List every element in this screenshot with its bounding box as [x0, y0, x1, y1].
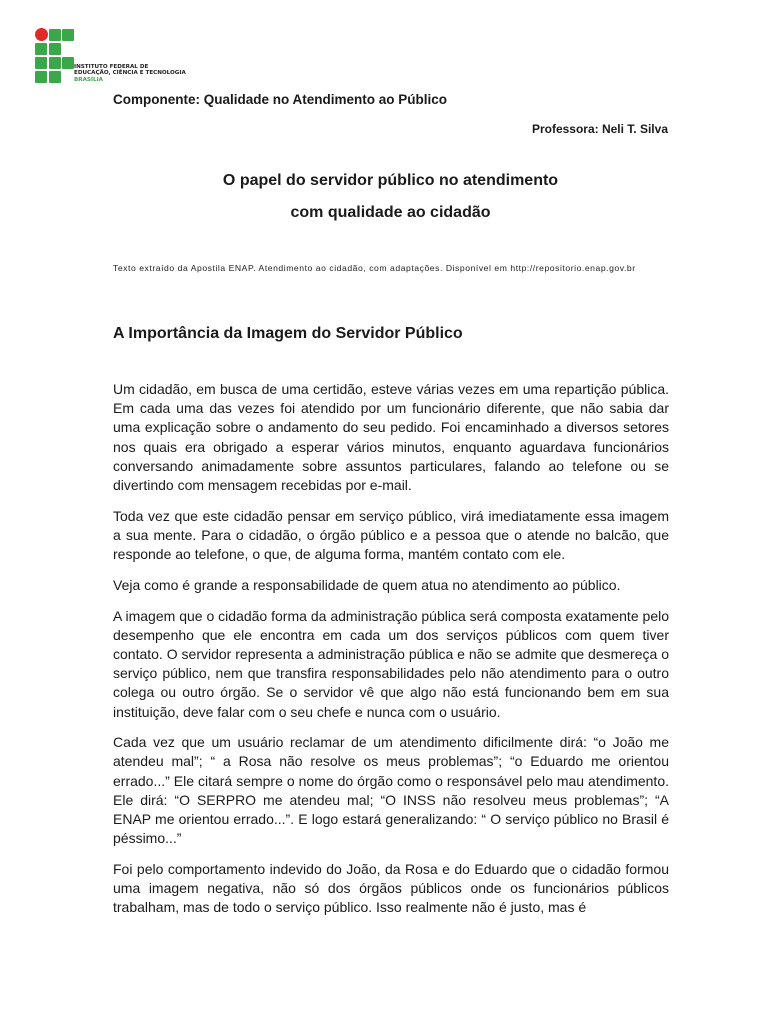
body-text [113, 380, 669, 929]
paragraph: Um cidadão, em busca de uma certidão, esteve várias vezes em uma repartição pública. Em cada uma das vezes foi atendido por um funcionário diferente, que não sabia dar uma explicação sobre o andamento do seu pedido. Foi encaminhado a diversos setores nos quais era obrigado a esperar vários minutos, enquanto aguardava funcionários conversando animadamente sobre assuntos particulares, falando ao telefone ou se divertindo com mensagem recebidas por e-mail. [113, 381, 669, 494]
document-title-line2: com qualidade ao cidadão [290, 204, 491, 221]
logo-campus: BRASÍLIA [74, 76, 103, 83]
paragraph: Cada vez que um usuário reclamar de um atendimento dificilmente dirá: “o João me atendeu mal”; “ a Rosa não resolve os meus problemas”; “o Eduardo me orientou errado...” Ele citará sempre o nome do órgão como o responsável pelo mau atendimento. Ele dirá: “O SERPRO me atendeu mal; “O INSS não resolveu meus problemas”; “A ENAP me orientou errado...”. E logo estará generalizando: “ O serviço público no Brasil é péssimo...” [113, 734, 669, 847]
document-title-line1: O papel do servidor público no atendimento [222, 172, 559, 189]
logo-mark-icon [34, 28, 76, 86]
paragraph: Toda vez que este cidadão pensar em serviço público, virá imediatamente essa imagem a sua mente. Para o cidadão, o órgão público e a pessoa que o atende no balcão, que responde ao telefone, o que, de alguma forma, mantém contato com ele. [113, 507, 669, 563]
teacher-name: Professora: Neli T. Silva [531, 122, 668, 136]
section-heading: A Importância da Imagem do Servidor Público [113, 325, 463, 342]
logo-text [74, 64, 186, 83]
source-citation: Texto extraído da Apostila ENAP. Atendimento ao cidadão, com adaptações. Disponível em http://repositorio.enap.gov.br [113, 263, 636, 273]
logo-institution-line2: EDUCAÇÃO, CIÊNCIA E TECNOLOGIA [74, 70, 186, 77]
paragraph: A imagem que o cidadão forma da administração pública será composta exatamente pelo desempenho que ele encontra em cada um dos serviços públicos com quem tiver contato. O servidor representa a administração pública e não se admite que desmereça o serviço público, nem que transfira responsabilidades pelo não atendimento para o outro colega ou outro órgão. Se o servidor vê que algo não está funcionando bem em sua instituição, deve falar com o seu chefe e nunca com o usuário. [113, 607, 669, 720]
component-title: Componente: Qualidade no Atendimento ao Público [113, 92, 448, 107]
logo-institution-line1: INSTITUTO FEDERAL DE [74, 64, 149, 70]
paragraph: Veja como é grande a responsabilidade de quem atua no atendimento ao público. [113, 576, 621, 593]
institution-logo [34, 28, 186, 90]
paragraph: Foi pelo comportamento indevido do João, da Rosa e do Eduardo que o cidadão formou uma imagem negativa, não só dos órgãos públicos onde os funcionários públicos trabalham, mas de todo o serviço público. Isso realmente não é justo, mas é [113, 860, 669, 916]
